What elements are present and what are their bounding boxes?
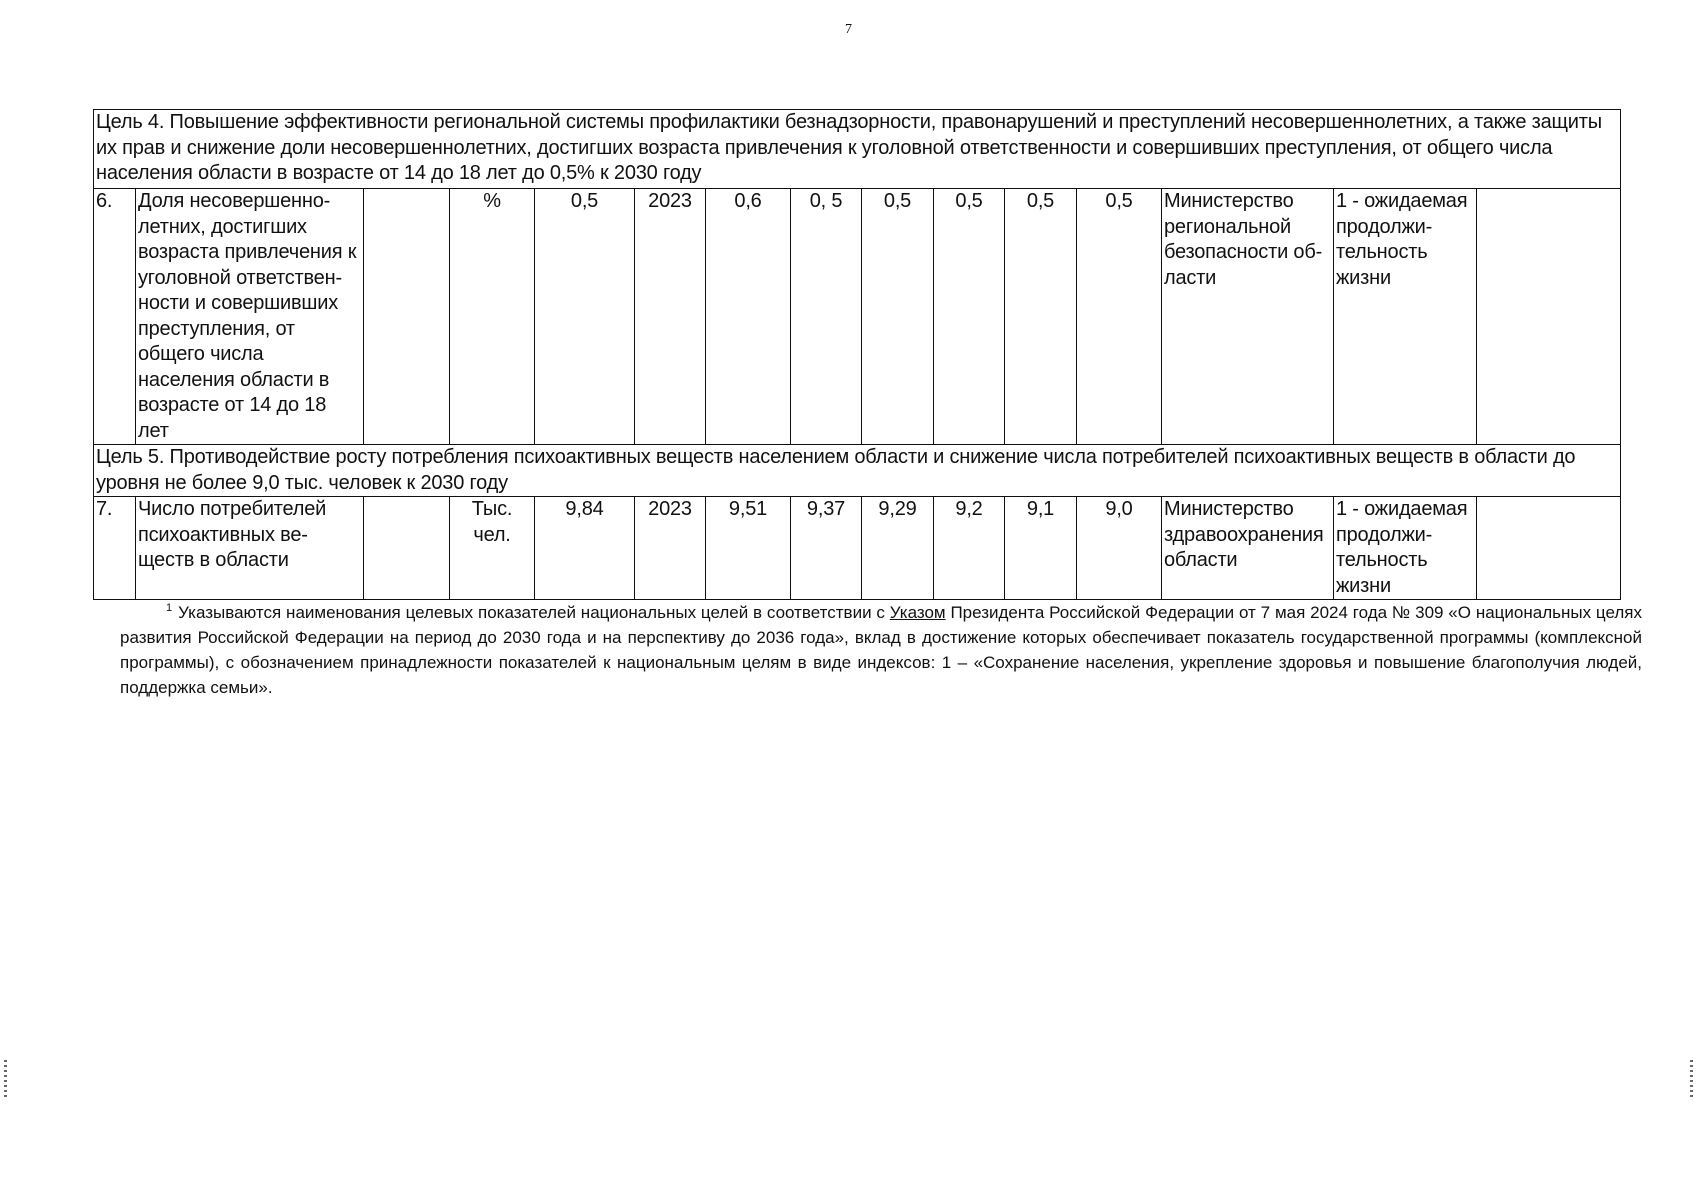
year-value-cell: 0,5 bbox=[1005, 189, 1077, 445]
footnote bbox=[120, 600, 1642, 700]
scan-edge-mark-right bbox=[1690, 1060, 1693, 1098]
year-value-cell: 9,0 bbox=[1077, 497, 1162, 600]
indicators-table bbox=[93, 109, 1621, 600]
empty-cell bbox=[364, 189, 450, 445]
year-value-cell: 0,6 bbox=[706, 189, 791, 445]
year-value-cell: 9,2 bbox=[934, 497, 1005, 600]
year-value-cell: 9,37 bbox=[791, 497, 862, 600]
empty-cell bbox=[364, 497, 450, 600]
year-value-cell: 9,29 bbox=[862, 497, 934, 600]
indicator-name: Доля несовершенно-летних, достигших возраста привлечения к уголовной ответствен-ности и совершивших преступления, от общего числа населения области в возрасте от 14 до 18 лет bbox=[136, 189, 364, 445]
goal-row bbox=[94, 445, 1621, 497]
base-year-cell: 2023 bbox=[635, 497, 706, 600]
year-value-cell: 9,51 bbox=[706, 497, 791, 600]
empty-cell bbox=[1477, 497, 1621, 600]
goal-4-text: Цель 4. Повышение эффективности региональной системы профилактики безнадзорности, правонарушений и преступлений несовершеннолетних, а также защиты их прав и снижение доли несовершеннолетних, достигших возраста привлечения к уголовной ответственности и совершивших преступления, от общего числа населения области в возрасте от 14 до 18 лет до 0,5% к 2030 году bbox=[94, 110, 1621, 189]
year-value-cell: 0, 5 bbox=[791, 189, 862, 445]
responsible-cell: Министерство региональной безопасности об-ласти bbox=[1162, 189, 1334, 445]
year-value-cell: 9,1 bbox=[1005, 497, 1077, 600]
footnote-marker: 1 bbox=[166, 602, 173, 614]
table-row bbox=[94, 497, 1621, 600]
row-number: 7. bbox=[94, 497, 136, 600]
year-value-cell: 0,5 bbox=[934, 189, 1005, 445]
responsible-cell: Министерство здравоохранения области bbox=[1162, 497, 1334, 600]
year-value-cell: 0,5 bbox=[862, 189, 934, 445]
year-value-cell: 0,5 bbox=[1077, 189, 1162, 445]
decree-link[interactable]: Указом bbox=[889, 603, 946, 622]
indicator-name: Число потребителей психоактивных ве-ществ в области bbox=[136, 497, 364, 600]
unit-cell: Тыс. чел. bbox=[450, 497, 535, 600]
goal-row bbox=[94, 110, 1621, 189]
empty-cell bbox=[1477, 189, 1621, 445]
row-number: 6. bbox=[94, 189, 136, 445]
unit-cell: % bbox=[450, 189, 535, 445]
base-value-cell: 9,84 bbox=[535, 497, 635, 600]
table-row bbox=[94, 189, 1621, 445]
footnote-text-start: Указываются наименования целевых показателей национальных целей в соответствии с bbox=[178, 603, 885, 622]
scan-edge-mark-left bbox=[4, 1060, 7, 1098]
national-goal-link-cell: 1 - ожидаемая продолжи-тельность жизни bbox=[1334, 189, 1477, 445]
base-year-cell: 2023 bbox=[635, 189, 706, 445]
page-number: 7 bbox=[845, 22, 852, 37]
goal-5-text: Цель 5. Противодействие росту потребления психоактивных веществ населением области и снижение числа потребителей психоактивных веществ в области до уровня не более 9,0 тыс. человек к 2030 году bbox=[94, 445, 1621, 497]
national-goal-link-cell: 1 - ожидаемая продолжи-тельность жизни bbox=[1334, 497, 1477, 600]
footnote-text-end: Президента Российской Федерации от 7 мая 2024 года № 309 «О национальных целях развития Российской Федерации на период до 2030 года и на перспективу до 2036 года», вклад в достижение которых обеспечивает показатель государственной программы (комплексной программы), с обозначением принадлежности показателей к национальным целям в виде индексов: 1 – «Сохранение населения, укрепление здоровья и повышение благополучия людей, поддержка семьи». bbox=[120, 603, 1642, 697]
base-value-cell: 0,5 bbox=[535, 189, 635, 445]
